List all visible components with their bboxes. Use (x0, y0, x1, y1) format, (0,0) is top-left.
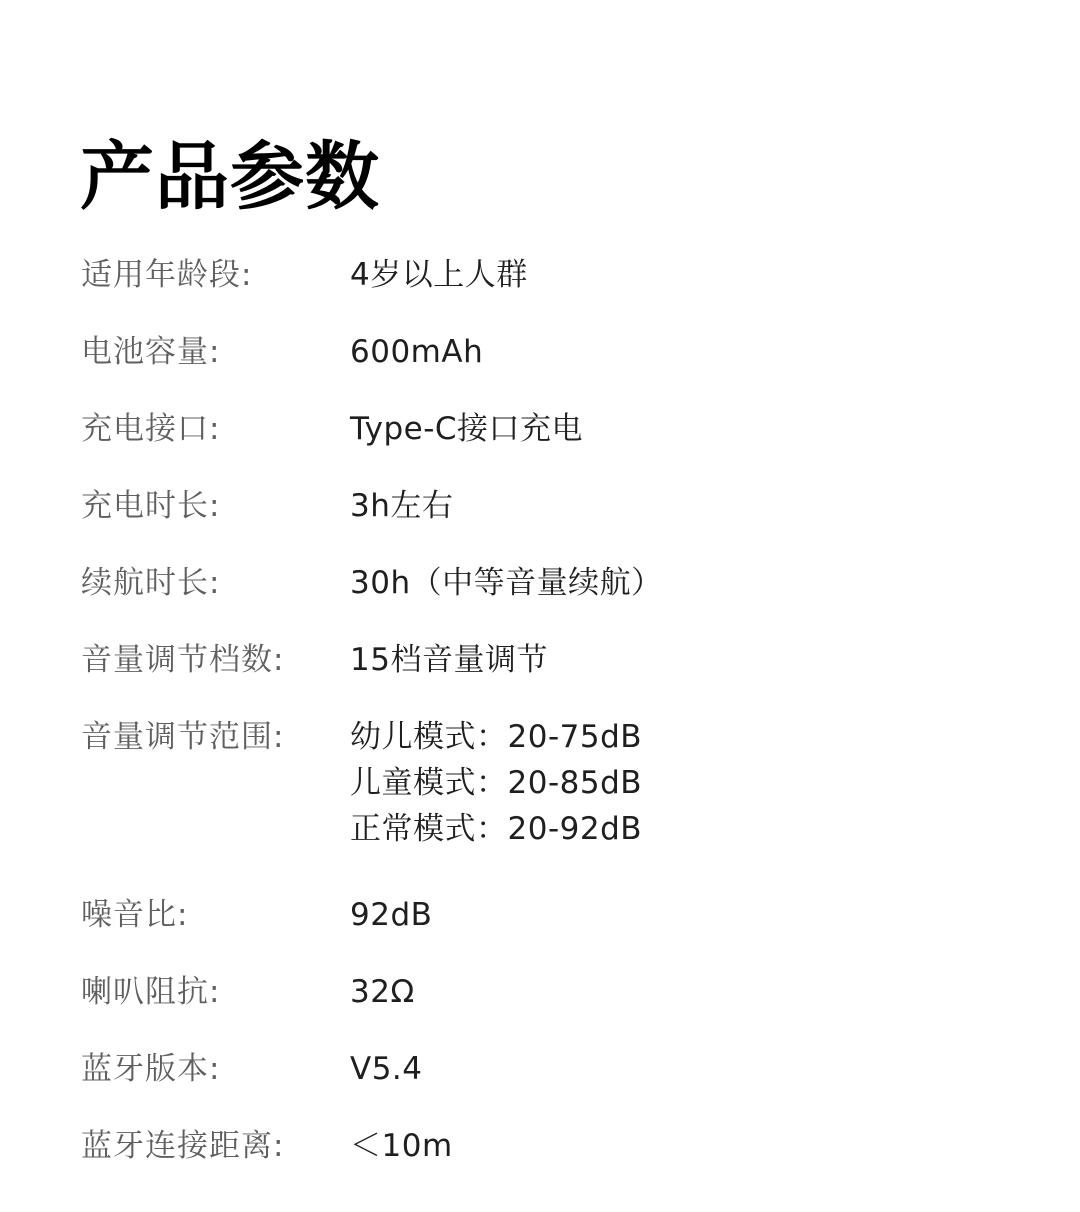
spec-value: V5.4 (350, 1051, 423, 1087)
spec-value-line: 正常模式：20-92dB (350, 811, 643, 847)
spec-label: 适用年龄段: (81, 257, 253, 293)
spec-label: 蓝牙版本: (81, 1051, 221, 1087)
spec-value-line: 幼儿模式：20-75dB (350, 719, 643, 755)
spec-value: 92dB (350, 897, 433, 933)
spec-value: 32Ω (350, 974, 415, 1010)
spec-label: 充电时长: (81, 488, 221, 524)
spec-value-line: 儿童模式：20-85dB (350, 765, 643, 801)
spec-value: Type-C接口充电 (350, 411, 584, 447)
spec-label: 充电接口: (81, 411, 221, 447)
page-title: 产品参数 (80, 134, 380, 220)
spec-value: 600mAh (350, 334, 484, 370)
spec-label: 音量调节范围: (81, 719, 285, 755)
spec-value: 3h左右 (350, 488, 454, 524)
spec-label: 喇叭阻抗: (81, 974, 221, 1010)
spec-label: 噪音比: (81, 897, 189, 933)
spec-value: 15档音量调节 (350, 642, 548, 678)
spec-value: ＜10m (350, 1128, 453, 1164)
spec-label: 续航时长: (81, 565, 221, 601)
spec-label: 音量调节档数: (81, 642, 285, 678)
spec-value: 30h（中等音量续航） (350, 565, 663, 601)
spec-value-list (350, 711, 642, 855)
spec-value: 4岁以上人群 (350, 257, 528, 293)
spec-label: 蓝牙连接距离: (81, 1128, 285, 1164)
spec-label: 电池容量: (81, 334, 221, 370)
